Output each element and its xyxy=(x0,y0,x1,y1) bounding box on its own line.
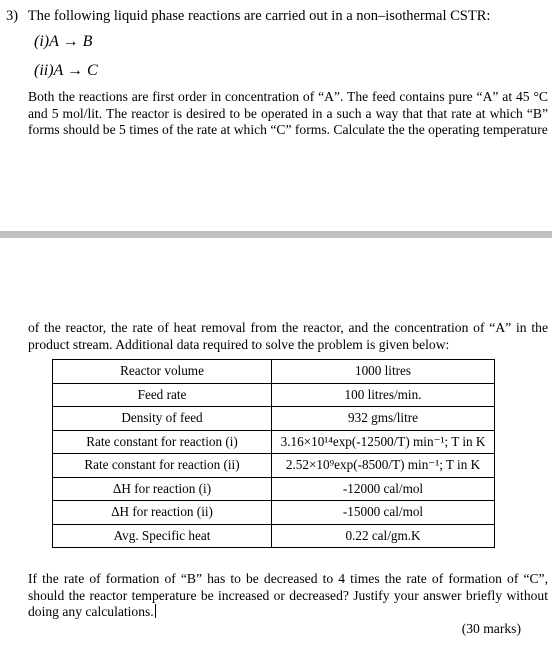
marks-label: (30 marks) xyxy=(461,621,521,636)
reaction-2-text: A → C xyxy=(53,62,98,79)
problem-paragraph-1: Both the reactions are first order in concentration of “A”. The feed contains pure “A” at 45 °C and 5 mol/lit. The reactor is desired to be operated in a such a way that that rate at which “B” forms should be 5 times of the rate at which “C” forms. Calculate the the operating temperature xyxy=(28,89,548,137)
table-row xyxy=(53,501,495,525)
table-value: -15000 cal/mol xyxy=(272,501,495,525)
reaction-2-label: (ii) xyxy=(34,62,54,79)
table-row xyxy=(53,407,495,431)
table-value: 0.22 cal/gm.K xyxy=(272,524,495,548)
table-row xyxy=(53,477,495,501)
question-heading xyxy=(6,8,490,25)
table-row xyxy=(53,383,495,407)
table-row xyxy=(53,430,495,454)
table-param: Avg. Specific heat xyxy=(53,524,272,548)
problem-paragraph-3[interactable] xyxy=(28,571,548,621)
reaction-2 xyxy=(34,62,98,80)
reaction-1 xyxy=(34,33,92,51)
problem-paragraph-3-text: If the rate of formation of “B” has to be decreased to 4 times the rate of formation of “C”, should the reactor temperature be increased or decreased? Justify your answer briefly without doing any calculations. xyxy=(28,571,548,619)
table-param: Density of feed xyxy=(53,407,272,431)
table-row xyxy=(53,524,495,548)
given-data-table xyxy=(52,359,495,548)
table-value: 100 litres/min. xyxy=(272,383,495,407)
page-divider xyxy=(0,231,552,238)
question-number: 3) xyxy=(6,8,19,24)
table-param: ΔH for reaction (ii) xyxy=(53,501,272,525)
text-cursor xyxy=(155,604,156,618)
table-value: -12000 cal/mol xyxy=(272,477,495,501)
reaction-1-text: A → B xyxy=(49,33,93,50)
table-param: Rate constant for reaction (i) xyxy=(53,430,272,454)
table-param: Feed rate xyxy=(53,383,272,407)
table-param: ΔH for reaction (i) xyxy=(53,477,272,501)
table-row xyxy=(53,454,495,478)
table-value: 2.52×10⁹exp(-8500/T) min⁻¹; T in K xyxy=(272,454,495,478)
table-row xyxy=(53,360,495,384)
problem-paragraph-2: of the reactor, the rate of heat removal from the reactor, and the concentration of “A” in the product stream. Additional data required to solve the problem is given below: xyxy=(28,320,548,352)
question-heading-text: The following liquid phase reactions are carried out in a non–isothermal CSTR: xyxy=(27,8,491,24)
table-value: 3.16×10¹⁴exp(-12500/T) min⁻¹; T in K xyxy=(272,430,495,454)
table-param: Reactor volume xyxy=(53,360,272,384)
table-value: 1000 litres xyxy=(272,360,495,384)
table-param: Rate constant for reaction (ii) xyxy=(53,454,272,478)
table-value: 932 gms/litre xyxy=(272,407,495,431)
reaction-1-label: (i) xyxy=(34,33,50,50)
